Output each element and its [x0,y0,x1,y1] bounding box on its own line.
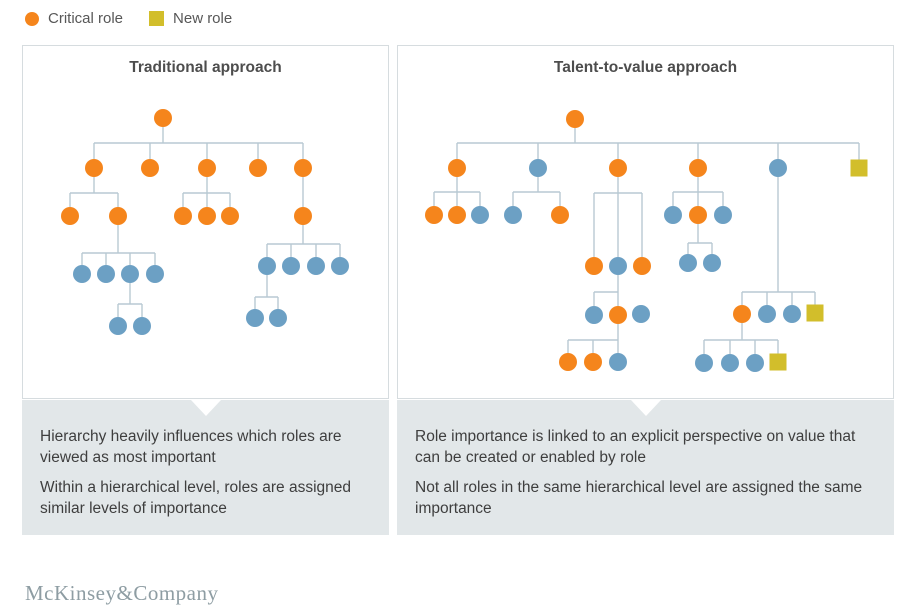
callout-notch-icon [631,400,661,416]
legend-item-critical [25,10,123,27]
callout-traditional-note-1: Hierarchy heavily influences which roles are viewed as most important [40,428,342,466]
critical-role-icon [25,12,39,26]
callout-talent-to-value [397,400,894,535]
panel-talent-to-value [397,45,894,399]
new-role-icon [149,11,164,26]
panel-title-traditional: Traditional approach [129,59,282,76]
callout-talent-note-1: Role importance is linked to an explicit perspective on value that can be created or enabled by role [415,428,856,466]
panel-traditional [22,45,389,399]
callout-traditional [22,400,389,535]
panel-title-talent-to-value: Talent-to-value approach [553,59,738,76]
callout-notch-icon [191,400,221,416]
callout-traditional-note-2: Within a hierarchical level, roles are assigned similar levels of importance [40,479,352,517]
legend [25,10,232,27]
legend-label-critical: Critical role [48,10,124,27]
legend-item-new [149,10,232,27]
mckinsey-logo: McKinsey&Company [25,581,219,605]
legend-label-new: New role [173,10,233,27]
callout-talent-note-2: Not all roles in the same hierarchical level are assigned the same importance [415,479,863,517]
